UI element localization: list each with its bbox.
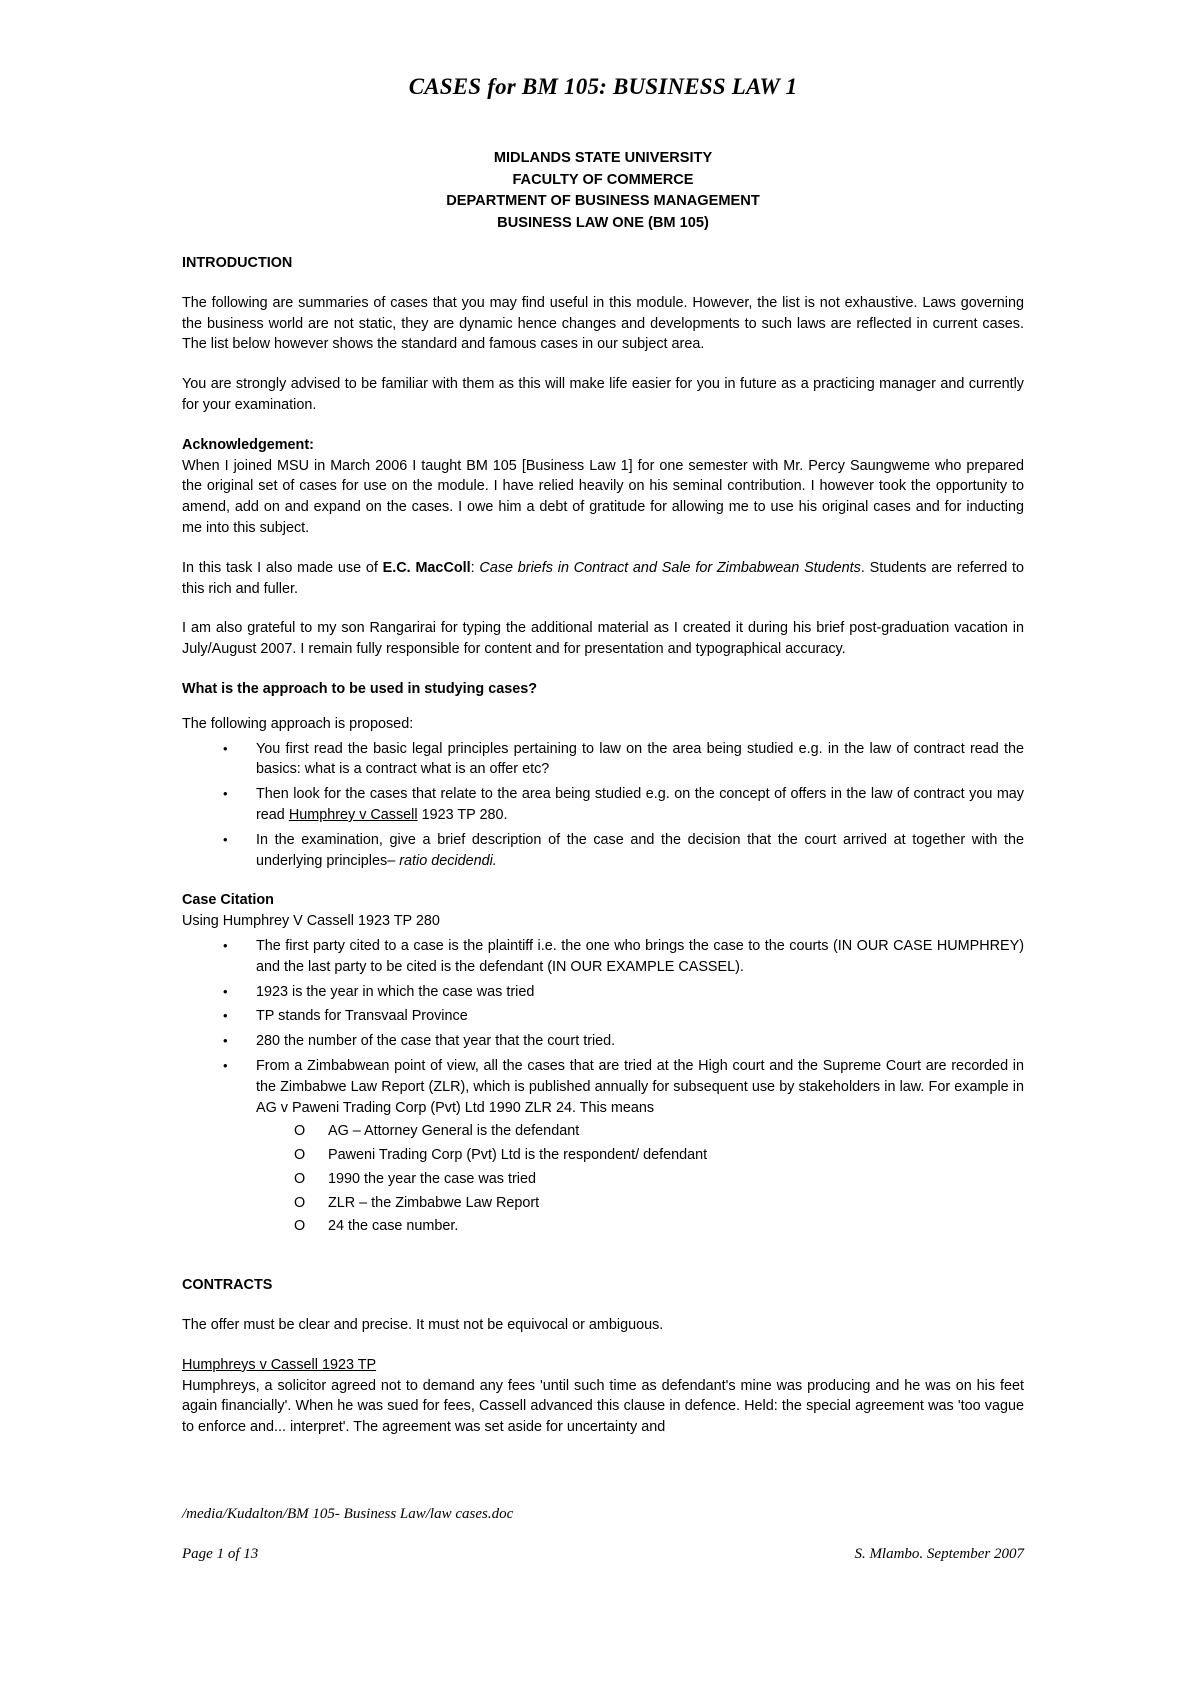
citation-bullet: • TP stands for Transvaal Province (182, 1006, 1024, 1027)
bullet-icon: • (223, 937, 228, 953)
intro-paragraph-1: The following are summaries of cases that you may find useful in this module. However, the list is not exhaustive. Laws governing the business world are not static, they are dynamic hence changes and developments to such laws are reflected in current cases. The list below however shows the standard and famous cases in our subject area. (182, 294, 1024, 353)
bullet-icon: • (223, 831, 228, 847)
circle-marker-icon: O (294, 1147, 306, 1164)
bullet-icon: • (223, 740, 228, 756)
case-title: Humphreys v Cassell 1923 TP (182, 1356, 377, 1373)
citation-intro: Using Humphrey V Cassell 1923 TP 280 (182, 913, 440, 930)
citation-bullet: • 280 the number of the case that year that the court tried. (182, 1031, 1024, 1052)
citation-sub-item: O AG – Attorney General is the defendant (182, 1121, 1024, 1142)
citation-sub-item: O 1990 the year the case was tried (182, 1169, 1024, 1190)
footer-author-date: S. Mlambo. September 2007 (854, 1546, 1024, 1562)
bullet-icon: • (223, 983, 228, 999)
citation-sub-item: O ZLR – the Zimbabwe Law Report (182, 1193, 1024, 1214)
footer (182, 1546, 1024, 1563)
citation-sub-item: O 24 the case number. (182, 1216, 1024, 1237)
citation-bullet: • The first party cited to a case is the plaintiff i.e. the one who brings the case to the courts (IN OUR CASE HUMPHREY) and the last party to be cited is the defendant (IN OUR EXAMPLE CASSEL). (223, 937, 1024, 975)
contracts-heading: CONTRACTS (182, 1277, 273, 1294)
bullet-icon: • (223, 1057, 228, 1073)
document-page (182, 0, 1024, 1698)
faculty-name: FACULTY OF COMMERCE (512, 171, 694, 188)
acknowledgement-heading: Acknowledgement: (182, 436, 314, 453)
intro-heading: INTRODUCTION (182, 255, 293, 271)
author-reference: E.C. MacColl (382, 559, 471, 576)
circle-marker-icon: O (294, 1194, 306, 1211)
latin-term: ratio decidendi. (399, 852, 497, 869)
book-title: Case briefs in Contract and Sale for Zimbabwean Students (479, 559, 861, 576)
intro-paragraph-2: You are strongly advised to be familiar with them as this will make life easier for you in future as a practicing manager and currently for your examination. (182, 376, 1024, 413)
circle-marker-icon: O (294, 1218, 306, 1235)
circle-marker-icon: O (294, 1123, 306, 1140)
acknowledgement-paragraph-3: I am also grateful to my son Rangarirai for typing the additional material as I created it during his brief post-graduation vacation in July/August 2007. I remain fully responsible for content and for presentation and typographical accuracy. (182, 620, 1024, 658)
institution-header (182, 148, 1024, 234)
course-name: BUSINESS LAW ONE (BM 105) (497, 214, 709, 231)
acknowledgement-paragraph-1: When I joined MSU in March 2006 I taught BM 105 [Business Law 1] for one semester with Mr. Percy Saungweme who prepared the original set of cases for use on the module. I have relied heavily on his seminal contribution. I however took the opportunity to amend, add on and expand on the cases. I owe him a debt of gratitude for allowing me to use his original cases and for inducting me into this subject. (182, 457, 1024, 536)
case-reference: Humphrey v Cassell (288, 806, 418, 823)
citation-bullet: • 1923 is the year in which the case was tried (182, 982, 1024, 1003)
citation-bullet: • From a Zimbabwean point of view, all the cases that are tried at the High court and the Supreme Court are recorded in the Zimbabwe Law Report (ZLR), which is published annually for subsequent use by stakeholders in law. For example in AG v Paweni Trading Corp (Pvt) Ltd 1990 ZLR 24. This means (223, 1057, 1024, 1116)
approach-bullet: • Then look for the cases that relate to the area being studied e.g. on the concept of offers in the law of contract you may read Humphrey v Cassell 1923 TP 280. (223, 786, 1024, 823)
document-title: CASES for BM 105: BUSINESS LAW 1 (408, 74, 798, 99)
approach-heading: What is the approach to be used in studying cases? (182, 680, 538, 697)
approach-bullet: • In the examination, give a brief description of the case and the decision that the court arrived at together with the underlying principles– ratio decidendi. (223, 831, 1024, 869)
university-name: MIDLANDS STATE UNIVERSITY (493, 150, 713, 166)
approach-intro: The following approach is proposed: (182, 715, 414, 732)
circle-marker-icon: O (294, 1170, 306, 1187)
department-name: DEPARTMENT OF BUSINESS MANAGEMENT (446, 193, 760, 209)
contracts-paragraph: The offer must be clear and precise. It must not be equivocal or ambiguous. (182, 1317, 664, 1334)
acknowledgement-paragraph-2: In this task I also made use of E.C. MacColl: Case briefs in Contract and Sale for Zimbabwean Students. Students are referred to this rich and fuller. (182, 559, 1025, 597)
approach-bullet: • You first read the basic legal principles pertaining to law on the area being studied e.g. in the law of contract read the basics: what is a contract what is an offer etc? (223, 740, 1024, 778)
citation-sub-item: O Paweni Trading Corp (Pvt) Ltd is the respondent/ defendant (182, 1145, 1024, 1166)
bullet-icon: • (223, 786, 228, 802)
bullet-icon: • (223, 1008, 228, 1024)
document-body (182, 253, 1024, 1438)
bullet-icon: • (223, 1033, 228, 1049)
page-number: Page 1 of 13 (182, 1546, 259, 1562)
case-summary: Humphreys, a solicitor agreed not to demand any fees 'until such time as defendant's mine was producing and he was on his feet again financially'. When he was sued for fees, Cassell advanced this clause in defence. Held: the special agreement was 'too vague to enforce and... interpret'. The agreement was set aside for uncertainty and (182, 1377, 1024, 1436)
footer-file-path: /media/Kudalton/BM 105- Business Law/law cases.doc (182, 1506, 514, 1522)
citation-heading: Case Citation (182, 892, 274, 909)
